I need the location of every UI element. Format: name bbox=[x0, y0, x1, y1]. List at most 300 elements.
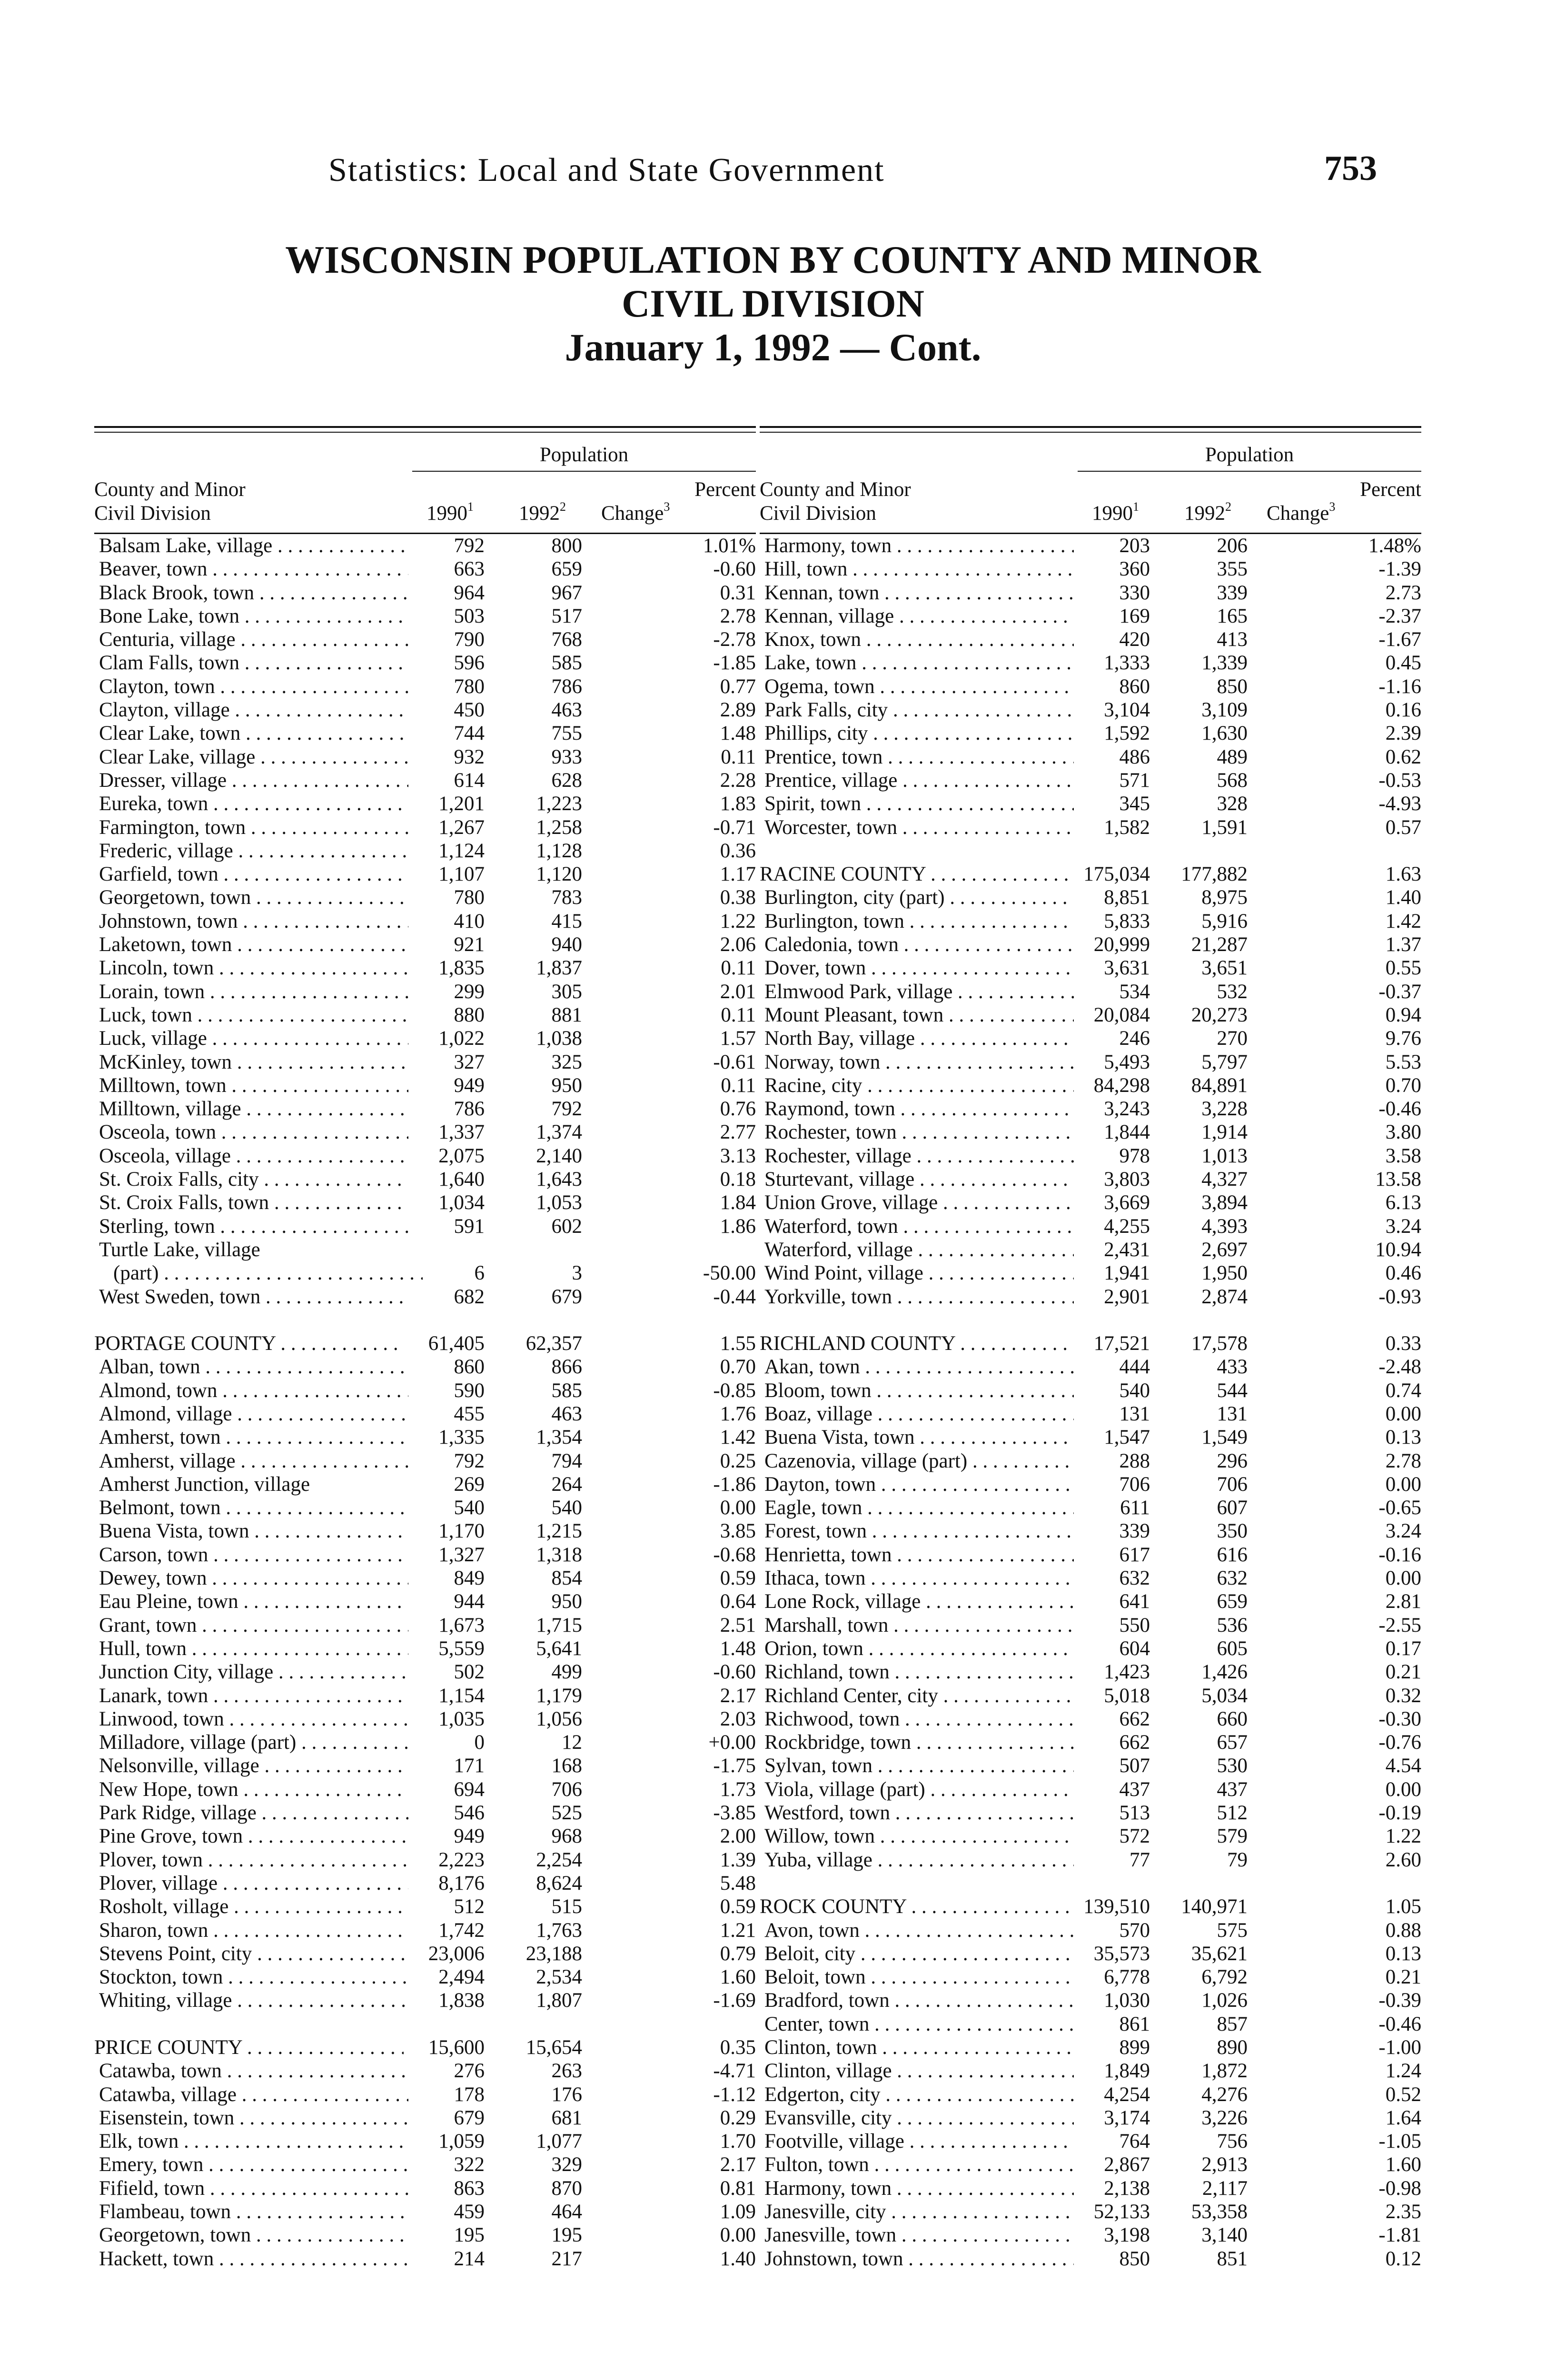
percent-change: 0.11 bbox=[721, 1074, 756, 1097]
row-name: Janesville, town . . . bbox=[764, 2223, 1074, 2247]
row-name: Milladore, village (part) . . . bbox=[99, 1731, 408, 1754]
table-row bbox=[94, 769, 756, 792]
value-1992: 463 bbox=[551, 1402, 582, 1425]
percent-change: +0.00 bbox=[708, 1731, 756, 1754]
value-1990: 2,431 bbox=[1104, 1238, 1150, 1261]
row-name: Burlington, town . . . bbox=[764, 910, 1074, 933]
population-caption: Population bbox=[539, 444, 629, 466]
value-1992: 413 bbox=[1217, 628, 1248, 651]
percent-change: -1.69 bbox=[713, 1989, 756, 2012]
value-1990: 330 bbox=[1119, 581, 1150, 604]
value-1992: 933 bbox=[551, 745, 582, 768]
percent-change: -0.46 bbox=[1378, 2013, 1421, 2035]
percent-change: -0.98 bbox=[1378, 2177, 1421, 2200]
value-1990: 444 bbox=[1119, 1356, 1150, 1378]
percent-change: 2.35 bbox=[1385, 2201, 1421, 2223]
value-1992: 794 bbox=[551, 1449, 582, 1472]
population-rule bbox=[412, 471, 756, 472]
table-row bbox=[760, 1168, 1421, 1191]
percent-change: 1.83 bbox=[720, 793, 756, 815]
table-row bbox=[760, 1567, 1421, 1590]
table-row bbox=[94, 1074, 756, 1097]
table-row bbox=[760, 2013, 1421, 2036]
row-name: Park Falls, city . . . bbox=[764, 698, 1074, 722]
percent-change: -4.71 bbox=[713, 2060, 756, 2082]
value-1992: 854 bbox=[551, 1567, 582, 1590]
value-1990: 694 bbox=[454, 1778, 485, 1801]
table-row bbox=[760, 1449, 1421, 1473]
table-row bbox=[760, 2247, 1421, 2271]
row-name: Fifield, town . . . bbox=[99, 2177, 408, 2200]
value-1990: 178 bbox=[454, 2083, 485, 2106]
value-1992: 1,374 bbox=[536, 1121, 582, 1144]
table-row bbox=[760, 1637, 1421, 1660]
percent-change: 0.31 bbox=[720, 581, 756, 604]
row-name: Viola, village (part) . . . bbox=[764, 1778, 1074, 1801]
value-1990: 540 bbox=[454, 1497, 485, 1519]
percent-change: 13.58 bbox=[1375, 1168, 1421, 1191]
value-1990: 899 bbox=[1119, 2036, 1150, 2059]
header-1990: 1990$^1$ bbox=[1092, 500, 1139, 525]
row-name: Lone Rock, village . . . bbox=[764, 1590, 1074, 1613]
percent-change: 0.46 bbox=[1385, 1262, 1421, 1285]
table-row bbox=[760, 2130, 1421, 2153]
percent-change: -0.39 bbox=[1378, 1989, 1421, 2012]
percent-change: 3.80 bbox=[1385, 1121, 1421, 1144]
percent-change: -1.81 bbox=[1378, 2224, 1421, 2247]
value-1992: 2,913 bbox=[1201, 2153, 1248, 2176]
value-1990: 513 bbox=[1119, 1802, 1150, 1825]
row-name: Sylvan, town . . . bbox=[764, 1754, 1074, 1777]
value-1990: 339 bbox=[1119, 1520, 1150, 1543]
value-1992: 1,807 bbox=[536, 1989, 582, 2012]
header-name-line2: Civil Division bbox=[94, 502, 211, 525]
table-top-rule bbox=[760, 426, 1421, 433]
value-1992: 1,179 bbox=[536, 1684, 582, 1707]
value-1990: 1,844 bbox=[1104, 1121, 1150, 1144]
value-1992: 2,140 bbox=[536, 1144, 582, 1167]
value-1990: 4,255 bbox=[1104, 1215, 1150, 1238]
table-row bbox=[94, 1778, 756, 1801]
value-1992: 350 bbox=[1217, 1520, 1248, 1543]
value-1992: 602 bbox=[551, 1215, 582, 1238]
table-row bbox=[760, 2106, 1421, 2130]
table-row bbox=[760, 1215, 1421, 1238]
table-row bbox=[94, 1590, 756, 1613]
value-1990: 641 bbox=[1119, 1590, 1150, 1613]
value-1990: 861 bbox=[1119, 2013, 1150, 2035]
value-1990: 1,059 bbox=[438, 2130, 485, 2153]
table-row bbox=[94, 557, 756, 581]
header-name-line1: County and Minor bbox=[760, 478, 911, 501]
row-name: Sturtevant, village . . . bbox=[764, 1168, 1074, 1191]
row-name: Kennan, town . . . bbox=[764, 581, 1074, 605]
percent-change: -0.93 bbox=[1378, 1285, 1421, 1308]
value-1992: 3,894 bbox=[1201, 1191, 1248, 1214]
percent-change: 0.17 bbox=[1385, 1637, 1421, 1660]
row-name: Phillips, city . . . bbox=[764, 722, 1074, 745]
percent-change: 0.00 bbox=[1385, 1567, 1421, 1590]
value-1990: 1,170 bbox=[438, 1520, 485, 1543]
value-1990: 299 bbox=[454, 980, 485, 1003]
table-row bbox=[94, 1355, 756, 1378]
row-name: Ogema, town . . . bbox=[764, 675, 1074, 698]
row-name: Westford, town . . . bbox=[764, 1801, 1074, 1825]
table-row bbox=[94, 1191, 756, 1214]
table-row bbox=[94, 1543, 756, 1567]
value-1992: 140,971 bbox=[1181, 1895, 1248, 1918]
value-1992: 679 bbox=[551, 1285, 582, 1308]
percent-change: 0.25 bbox=[720, 1449, 756, 1472]
row-name: Johnstown, town . . . bbox=[99, 910, 408, 933]
value-1990: 20,999 bbox=[1093, 933, 1150, 956]
right-table bbox=[760, 426, 1421, 2271]
row-name: Spirit, town . . . bbox=[764, 792, 1074, 815]
value-1992: 1,038 bbox=[536, 1027, 582, 1050]
row-name: Lorain, town . . . bbox=[99, 980, 408, 1003]
value-1992: 168 bbox=[551, 1755, 582, 1777]
value-1992: 681 bbox=[551, 2106, 582, 2129]
value-1992: 5,797 bbox=[1201, 1051, 1248, 1073]
value-1992: 1,120 bbox=[536, 863, 582, 886]
value-1990: 2,494 bbox=[438, 1966, 485, 1989]
percent-change: 1.09 bbox=[720, 2201, 756, 2223]
table-row bbox=[760, 1731, 1421, 1754]
row-name: Rochester, town . . . bbox=[764, 1121, 1074, 1144]
value-1992: 176 bbox=[551, 2083, 582, 2106]
table-row bbox=[760, 675, 1421, 698]
right-rows bbox=[760, 534, 1421, 2271]
percent-change: 2.89 bbox=[720, 699, 756, 722]
value-1990: 131 bbox=[1119, 1402, 1150, 1425]
table-row bbox=[760, 769, 1421, 792]
header-percent: Percent bbox=[694, 478, 756, 501]
table-row bbox=[760, 792, 1421, 815]
row-name: Akan, town . . . bbox=[764, 1355, 1074, 1378]
row-name: Avon, town . . . bbox=[764, 1919, 1074, 1942]
row-name: Amherst, village . . . bbox=[99, 1449, 408, 1473]
value-1992: 530 bbox=[1217, 1755, 1248, 1777]
value-1992: 35,621 bbox=[1191, 1942, 1248, 1965]
value-1992: 792 bbox=[551, 1098, 582, 1121]
value-1992: 5,916 bbox=[1201, 910, 1248, 932]
county-row bbox=[760, 1895, 1421, 1918]
value-1990: 17,521 bbox=[1093, 1332, 1150, 1355]
percent-change: 2.39 bbox=[1385, 722, 1421, 745]
percent-change: -1.85 bbox=[713, 652, 756, 674]
value-1990: 860 bbox=[454, 1356, 485, 1378]
table-row bbox=[94, 1496, 756, 1519]
left-table bbox=[94, 426, 756, 2271]
percent-change: 5.48 bbox=[720, 1872, 756, 1894]
row-name: Yuba, village . . . bbox=[764, 1848, 1074, 1872]
value-1992: 464 bbox=[551, 2201, 582, 2223]
header-change: Change$^3$ bbox=[601, 500, 670, 525]
value-1990: 944 bbox=[454, 1590, 485, 1613]
value-1990: 614 bbox=[454, 769, 485, 792]
table-row bbox=[760, 1426, 1421, 1449]
row-name: Luck, town . . . bbox=[99, 1003, 408, 1027]
percent-change: 1.22 bbox=[1385, 1825, 1421, 1848]
value-1992: 866 bbox=[551, 1356, 582, 1378]
value-1990: 632 bbox=[1119, 1567, 1150, 1590]
row-name: Emery, town . . . bbox=[99, 2153, 408, 2176]
percent-change: 0.88 bbox=[1385, 1919, 1421, 1942]
percent-change: 1.64 bbox=[1385, 2106, 1421, 2129]
row-name: Turtle Lake, village bbox=[99, 1238, 260, 1261]
table-row bbox=[94, 1989, 756, 2012]
county-row bbox=[760, 863, 1421, 886]
value-1992: 2,254 bbox=[536, 1848, 582, 1871]
value-1992: 1,026 bbox=[1201, 1989, 1248, 2012]
percent-change: -0.16 bbox=[1378, 1543, 1421, 1566]
row-name: Whiting, village . . . bbox=[99, 1989, 408, 2012]
table-row bbox=[94, 1051, 756, 1074]
percent-change: 3.85 bbox=[720, 1520, 756, 1543]
table-row bbox=[760, 1519, 1421, 1543]
value-1992: 79 bbox=[1227, 1848, 1248, 1871]
value-1990: 6,778 bbox=[1104, 1966, 1150, 1989]
row-name: Dewey, town . . . bbox=[99, 1567, 408, 1590]
percent-change: 2.78 bbox=[720, 605, 756, 627]
row-name: Norway, town . . . bbox=[764, 1051, 1074, 1074]
value-1992: 517 bbox=[551, 605, 582, 627]
row-name: Edgerton, city . . . bbox=[764, 2083, 1074, 2106]
table-row bbox=[94, 792, 756, 815]
row-name: Forest, town . . . bbox=[764, 1519, 1074, 1543]
value-1990: 1,742 bbox=[438, 1919, 485, 1942]
percent-change: -0.65 bbox=[1378, 1497, 1421, 1519]
table-row bbox=[94, 1637, 756, 1660]
row-name: Garfield, town . . . bbox=[99, 863, 408, 886]
percent-change: -0.19 bbox=[1378, 1802, 1421, 1825]
row-name: Frederic, village . . . bbox=[99, 839, 408, 863]
row-name: Balsam Lake, village . . . bbox=[99, 534, 408, 557]
value-1992: 756 bbox=[1217, 2130, 1248, 2153]
value-1990: 706 bbox=[1119, 1473, 1150, 1496]
value-1992: 1,223 bbox=[536, 793, 582, 815]
value-1992: 8,624 bbox=[536, 1872, 582, 1894]
table-row bbox=[94, 2153, 756, 2176]
percent-change: 0.16 bbox=[1385, 699, 1421, 722]
row-name: Clayton, town . . . bbox=[99, 675, 408, 698]
value-1992: 2,117 bbox=[1202, 2177, 1248, 2200]
table-row bbox=[760, 745, 1421, 769]
percent-change: 0.76 bbox=[720, 1098, 756, 1121]
table-row bbox=[94, 886, 756, 909]
row-name: Harmony, town . . . bbox=[764, 2177, 1074, 2200]
value-1992: 616 bbox=[1217, 1543, 1248, 1566]
percent-change: 1.86 bbox=[720, 1215, 756, 1238]
table-row bbox=[94, 910, 756, 933]
row-name: Junction City, village . . . bbox=[99, 1660, 408, 1684]
value-1990: 15,600 bbox=[428, 2036, 485, 2059]
table-header bbox=[94, 433, 756, 534]
value-1990: 214 bbox=[454, 2247, 485, 2270]
value-1990: 77 bbox=[1130, 1848, 1150, 1871]
header-change: Change$^3$ bbox=[1267, 500, 1336, 525]
row-name: Osceola, village . . . bbox=[99, 1144, 408, 1168]
value-1990: 1,673 bbox=[438, 1614, 485, 1636]
percent-change: -0.46 bbox=[1378, 1098, 1421, 1121]
table-row bbox=[94, 1614, 756, 1637]
row-name: Georgetown, town . . . bbox=[99, 886, 408, 909]
table-row bbox=[760, 1097, 1421, 1121]
row-name: Wind Point, village . . . bbox=[764, 1261, 1074, 1285]
value-1992: 17,578 bbox=[1191, 1332, 1248, 1355]
value-1992: 1,354 bbox=[536, 1426, 582, 1449]
county-row bbox=[760, 1332, 1421, 1355]
row-name: Dayton, town . . . bbox=[764, 1473, 1074, 1496]
percent-change: -1.05 bbox=[1378, 2130, 1421, 2153]
table-row bbox=[760, 1754, 1421, 1777]
row-name: Bone Lake, town . . . bbox=[99, 605, 408, 628]
value-1990: 503 bbox=[454, 605, 485, 627]
value-1990: 1,592 bbox=[1104, 722, 1150, 745]
table-row bbox=[760, 1989, 1421, 2012]
row-name: Dresser, village . . . bbox=[99, 769, 408, 792]
value-1992: 628 bbox=[551, 769, 582, 792]
row-name: Marshall, town . . . bbox=[764, 1614, 1074, 1637]
value-1992: 433 bbox=[1217, 1356, 1248, 1378]
row-name: St. Croix Falls, city . . . bbox=[99, 1168, 408, 1191]
value-1990: 3,104 bbox=[1104, 699, 1150, 722]
value-1990: 3,243 bbox=[1104, 1098, 1150, 1121]
value-1990: 0 bbox=[474, 1731, 485, 1754]
value-1992: 1,715 bbox=[536, 1614, 582, 1636]
table-row bbox=[94, 1919, 756, 1942]
value-1990: 1,838 bbox=[438, 1989, 485, 2012]
row-name: Eureka, town . . . bbox=[99, 792, 408, 815]
header-percent: Percent bbox=[1360, 478, 1421, 501]
percent-change: -1.00 bbox=[1378, 2036, 1421, 2059]
value-1992: 857 bbox=[1217, 2013, 1248, 2035]
table-row bbox=[94, 1449, 756, 1473]
percent-change: 0.21 bbox=[1385, 1966, 1421, 1989]
row-name: Janesville, city . . . bbox=[764, 2200, 1074, 2223]
table-row bbox=[94, 1238, 756, 1261]
value-1992: 1,643 bbox=[536, 1168, 582, 1191]
row-name: Farmington, town . . . bbox=[99, 816, 408, 839]
table-row bbox=[94, 2247, 756, 2271]
row-name: Sterling, town . . . bbox=[99, 1215, 408, 1238]
table-row bbox=[760, 1543, 1421, 1567]
percent-change: -1.12 bbox=[713, 2083, 756, 2106]
row-name: North Bay, village . . . bbox=[764, 1027, 1074, 1050]
percent-change: -50.00 bbox=[703, 1262, 756, 1285]
value-1990: 5,559 bbox=[438, 1637, 485, 1660]
value-1990: 3,198 bbox=[1104, 2224, 1150, 2247]
row-name: Rockbridge, town . . . bbox=[764, 1731, 1074, 1754]
value-1990: 437 bbox=[1119, 1778, 1150, 1801]
percent-change: 0.32 bbox=[1385, 1684, 1421, 1707]
value-1990: 1,022 bbox=[438, 1027, 485, 1050]
row-name: Henrietta, town . . . bbox=[764, 1543, 1074, 1567]
value-1990: 596 bbox=[454, 652, 485, 674]
table-row bbox=[760, 2059, 1421, 2082]
row-name: Yorkville, town . . . bbox=[764, 1285, 1074, 1309]
table-row bbox=[760, 628, 1421, 651]
row-name: Centuria, village . . . bbox=[99, 628, 408, 651]
table-row bbox=[94, 722, 756, 745]
value-1990: 534 bbox=[1119, 980, 1150, 1003]
percent-change: -2.78 bbox=[713, 628, 756, 651]
value-1992: 881 bbox=[551, 1003, 582, 1026]
percent-change: 9.76 bbox=[1385, 1027, 1421, 1050]
value-1992: 329 bbox=[551, 2153, 582, 2176]
value-1990: 2,075 bbox=[438, 1144, 485, 1167]
percent-change: -1.67 bbox=[1378, 628, 1421, 651]
row-name: Pine Grove, town . . . bbox=[99, 1825, 408, 1848]
value-1992: 1,056 bbox=[536, 1707, 582, 1730]
row-name: Plover, village . . . bbox=[99, 1872, 408, 1895]
table-row bbox=[94, 956, 756, 980]
value-1990: 1,333 bbox=[1104, 652, 1150, 674]
percent-change: 4.54 bbox=[1385, 1755, 1421, 1777]
row-name: Waterford, town . . . bbox=[764, 1215, 1074, 1238]
row-name: Linwood, town . . . bbox=[99, 1707, 408, 1731]
percent-change: 0.13 bbox=[1385, 1942, 1421, 1965]
percent-change: 1.76 bbox=[720, 1402, 756, 1425]
table-row bbox=[94, 2223, 756, 2247]
value-1990: 203 bbox=[1119, 535, 1150, 557]
value-1992: 632 bbox=[1217, 1567, 1248, 1590]
row-name: Union Grove, village . . . bbox=[764, 1191, 1074, 1214]
percent-change: 3.13 bbox=[720, 1144, 756, 1167]
row-name: Buena Vista, town . . . bbox=[764, 1426, 1074, 1449]
value-1990: 20,084 bbox=[1093, 1003, 1150, 1026]
row-name: Catawba, village . . . bbox=[99, 2083, 408, 2106]
row-name: Osceola, town . . . bbox=[99, 1121, 408, 1144]
row-name: Prentice, town . . . bbox=[764, 745, 1074, 769]
percent-change: 1.42 bbox=[1385, 910, 1421, 932]
value-1990: 679 bbox=[454, 2106, 485, 2129]
value-1990: 764 bbox=[1119, 2130, 1150, 2153]
value-1992: 1,077 bbox=[536, 2130, 582, 2153]
value-1992: 12 bbox=[562, 1731, 582, 1754]
percent-change: 3.58 bbox=[1385, 1144, 1421, 1167]
value-1992: 532 bbox=[1217, 980, 1248, 1003]
percent-change: -0.60 bbox=[713, 1661, 756, 1684]
row-name: Raymond, town . . . bbox=[764, 1097, 1074, 1121]
row-name: Hackett, town . . . bbox=[99, 2247, 408, 2271]
row-name: Stockton, town . . . bbox=[99, 1965, 408, 1989]
value-1990: 139,510 bbox=[1083, 1895, 1150, 1918]
value-1992: 463 bbox=[551, 699, 582, 722]
value-1992: 217 bbox=[551, 2247, 582, 2270]
value-1990: 3,631 bbox=[1104, 957, 1150, 980]
value-1992: 5,641 bbox=[536, 1637, 582, 1660]
value-1992: 1,426 bbox=[1201, 1661, 1248, 1684]
value-1990: 459 bbox=[454, 2201, 485, 2223]
value-1990: 880 bbox=[454, 1003, 485, 1026]
percent-change: 0.36 bbox=[720, 839, 756, 862]
value-1990: 8,176 bbox=[438, 1872, 485, 1894]
value-1992: 851 bbox=[1217, 2247, 1248, 2270]
table-row bbox=[94, 1285, 756, 1309]
percent-change: 1.05 bbox=[1385, 1895, 1421, 1918]
row-name: Park Ridge, village . . . bbox=[99, 1801, 408, 1825]
table-row bbox=[94, 1895, 756, 1918]
value-1992: 3,109 bbox=[1201, 699, 1248, 722]
value-1992: 968 bbox=[551, 1825, 582, 1848]
row-name: Clear Lake, village . . . bbox=[99, 745, 408, 769]
percent-change: 1.60 bbox=[720, 1966, 756, 1989]
row-name: Evansville, city . . . bbox=[764, 2106, 1074, 2130]
row-name: Eisenstein, town . . . bbox=[99, 2106, 408, 2130]
table-row bbox=[760, 1355, 1421, 1378]
table-row bbox=[760, 534, 1421, 557]
